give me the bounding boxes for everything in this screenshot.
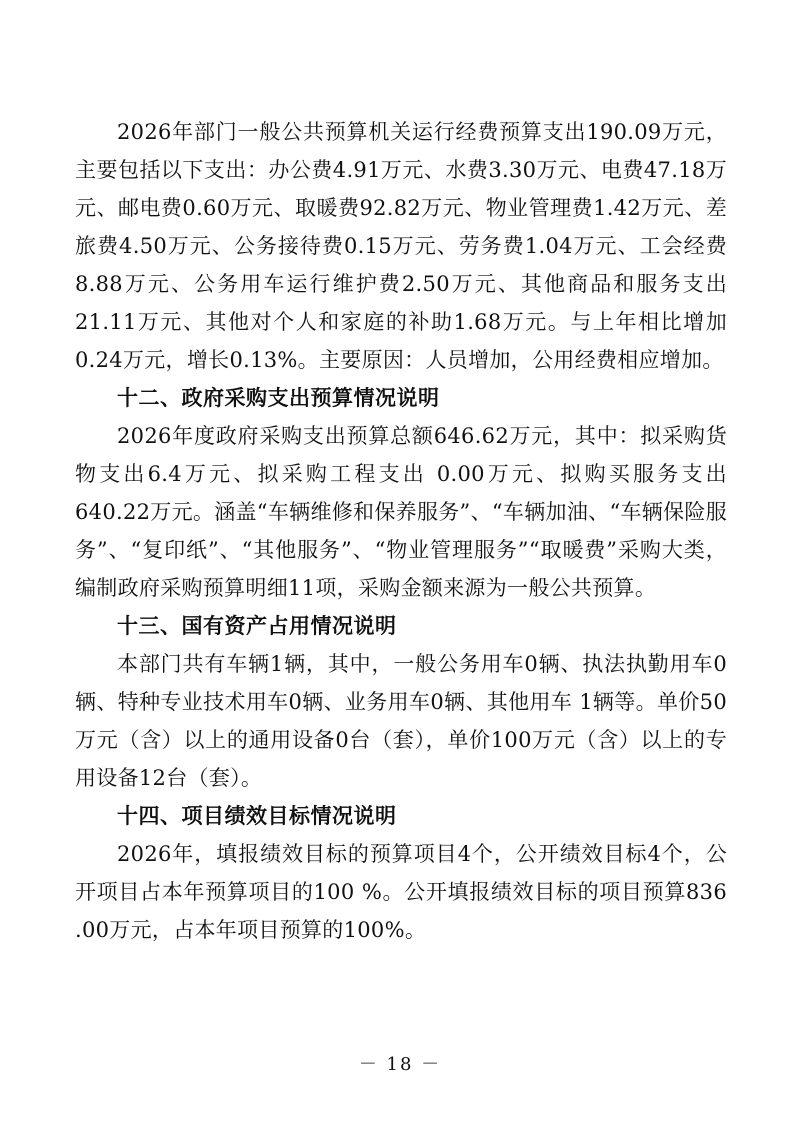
paragraph-state-assets: 本部门共有车辆1辆，其中，一般公务用车0辆、执法执勤用车0辆、特种专业技术用车0辆、业务用车0辆、其他用车 1辆等。单价50万元（含）以上的通用设备0台（套），单价100万元（含）以上的专用设备12台（套）。: [75, 652, 727, 790]
paragraph-performance-goals: 2026年，填报绩效目标的预算项目4个，公开绩效目标4个，公开项目占本年预算项目的100 %。公开填报绩效目标的项目预算836 .00万元，占本年项目预算的100%。: [75, 842, 727, 942]
heading-government-procurement: 十二、政府采购支出预算情况说明: [117, 386, 440, 410]
paragraph-government-procurement: 2026年度政府采购支出预算总额646.62万元，其中：拟采购货物支出6.4万元、拟采购工程支出 0.00万元、拟购买服务支出640.22万元。涵盖“车辆维修和保养服务”、“车辆加油、“车辆保险服务”、“复印纸”、“其他服务”、“物业管理服务”“取暖费”采购大类，编制政府采购预算明细11项，采购金额来源为一般公共预算。: [75, 424, 727, 600]
document-body: [75, 113, 727, 949]
page-number: － 18 －: [358, 1054, 442, 1075]
paragraph-operating-expenses: 2026年部门一般公共预算机关运行经费预算支出190.09万元，主要包括以下支出：办公费4.91万元、水费3.30万元、电费47.18万元、邮电费0.60万元、取暖费92.82万元、物业管理费1.42万元、差旅费4.50万元、公务接待费0.15万元、劳务费1.04万元、工会经费8.88万元、公务用车运行维护费2.50万元、其他商品和服务支出21.11万元、其他对个人和家庭的补助1.68万元。与上年相比增加0.24万元，增长0.13%。主要原因：人员增加，公用经费相应增加。: [75, 120, 727, 372]
heading-state-assets: 十三、国有资产占用情况说明: [117, 614, 397, 638]
heading-performance-goals: 十四、项目绩效目标情况说明: [117, 804, 397, 828]
